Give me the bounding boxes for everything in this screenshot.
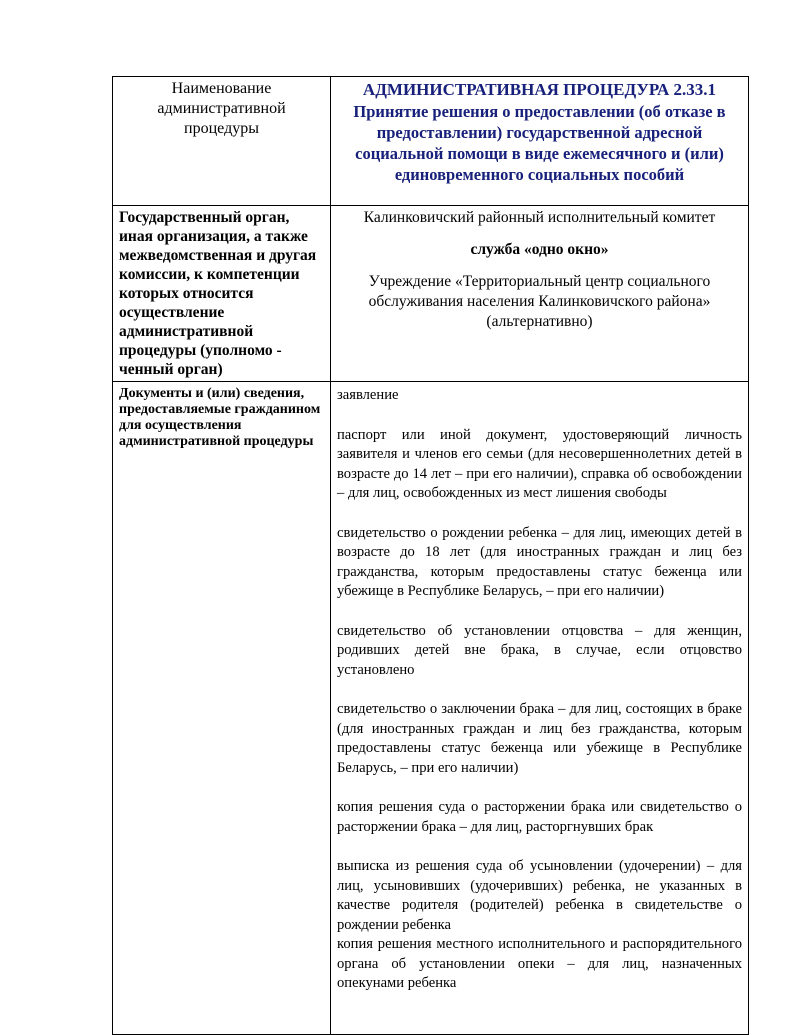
authority-cell: [331, 206, 749, 382]
document-page: [112, 76, 748, 1035]
document-item: заявление: [337, 387, 399, 403]
authority-row: [113, 206, 749, 382]
documents-cell: [331, 382, 749, 1035]
authority-alternative-note: (альтернативно): [486, 313, 593, 330]
documents-row: [113, 382, 749, 1035]
authority-one-window: служба «одно окно»: [470, 241, 609, 258]
procedure-name-label: Наименование административной процедуры: [113, 77, 331, 206]
procedure-table: [112, 76, 749, 1035]
document-item: паспорт или иной документ, удостоверяющий личность заявителя и членов его семьи (для несовершеннолетних детей в возрасте до 14 лет – при его наличии), справка об освобождении – для лиц, освобожденных из мест лишения свободы: [337, 426, 742, 501]
authority-social-center: Учреждение «Территориальный центр социального обслуживания населения Калинковичского района»: [368, 273, 711, 310]
document-item: свидетельство о рождении ребенка – для лиц, имеющих детей в возрасте до 18 лет (для иностранных граждан и лиц без гражданства, которым предоставлены статус беженца или убежище в Республике Беларусь, – при его наличии): [337, 524, 742, 599]
authority-executive-committee: Калинковичский районный исполнительный комитет: [363, 209, 716, 226]
documents-label: Документы и (или) сведения, предоставляемые гражданином для осуществления административной процедуры: [113, 382, 331, 1035]
document-item: копия решения местного исполнительного и распорядительного органа об установлении опеки – для лиц, назначенных опекунами ребенка: [337, 936, 742, 991]
document-item: свидетельство о заключении брака – для лиц, состоящих в браке (для иностранных граждан и лиц без гражданства, которым предоставлены статус беженца или убежище в Республике Беларусь, – при его наличии): [337, 701, 742, 776]
procedure-name-row: [113, 77, 749, 206]
document-item: выписка из решения суда об усыновлении (удочерении) – для лиц, усыновивших (удочеривших) ребенка, не указанных в качестве родителя (родителей) ребенка в свидетельстве о рождении ребенка: [337, 858, 742, 933]
document-item: копия решения суда о расторжении брака или свидетельство о расторжении брака – для лиц, расторгнувших брак: [337, 799, 742, 835]
authority-label: Государственный орган, иная организация, а также межведомственная и другая комиссии, к компетенции которых относится осуществление административной процедуры (уполномо - ченный орган): [113, 206, 331, 382]
procedure-number: АДМИНИСТРАТИВНАЯ ПРОЦЕДУРА 2.33.1: [362, 80, 717, 99]
procedure-name-cell: [331, 77, 749, 206]
procedure-title: Принятие решения о предоставлении (об отказе в предоставлении) государственной адресной социальной помощи в виде ежемесячного и (или) единовременного социальных пособий: [353, 102, 726, 184]
document-item: свидетельство об установлении отцовства – для женщин, родивших детей вне брака, в случае, если отцовство установлено: [337, 622, 742, 678]
